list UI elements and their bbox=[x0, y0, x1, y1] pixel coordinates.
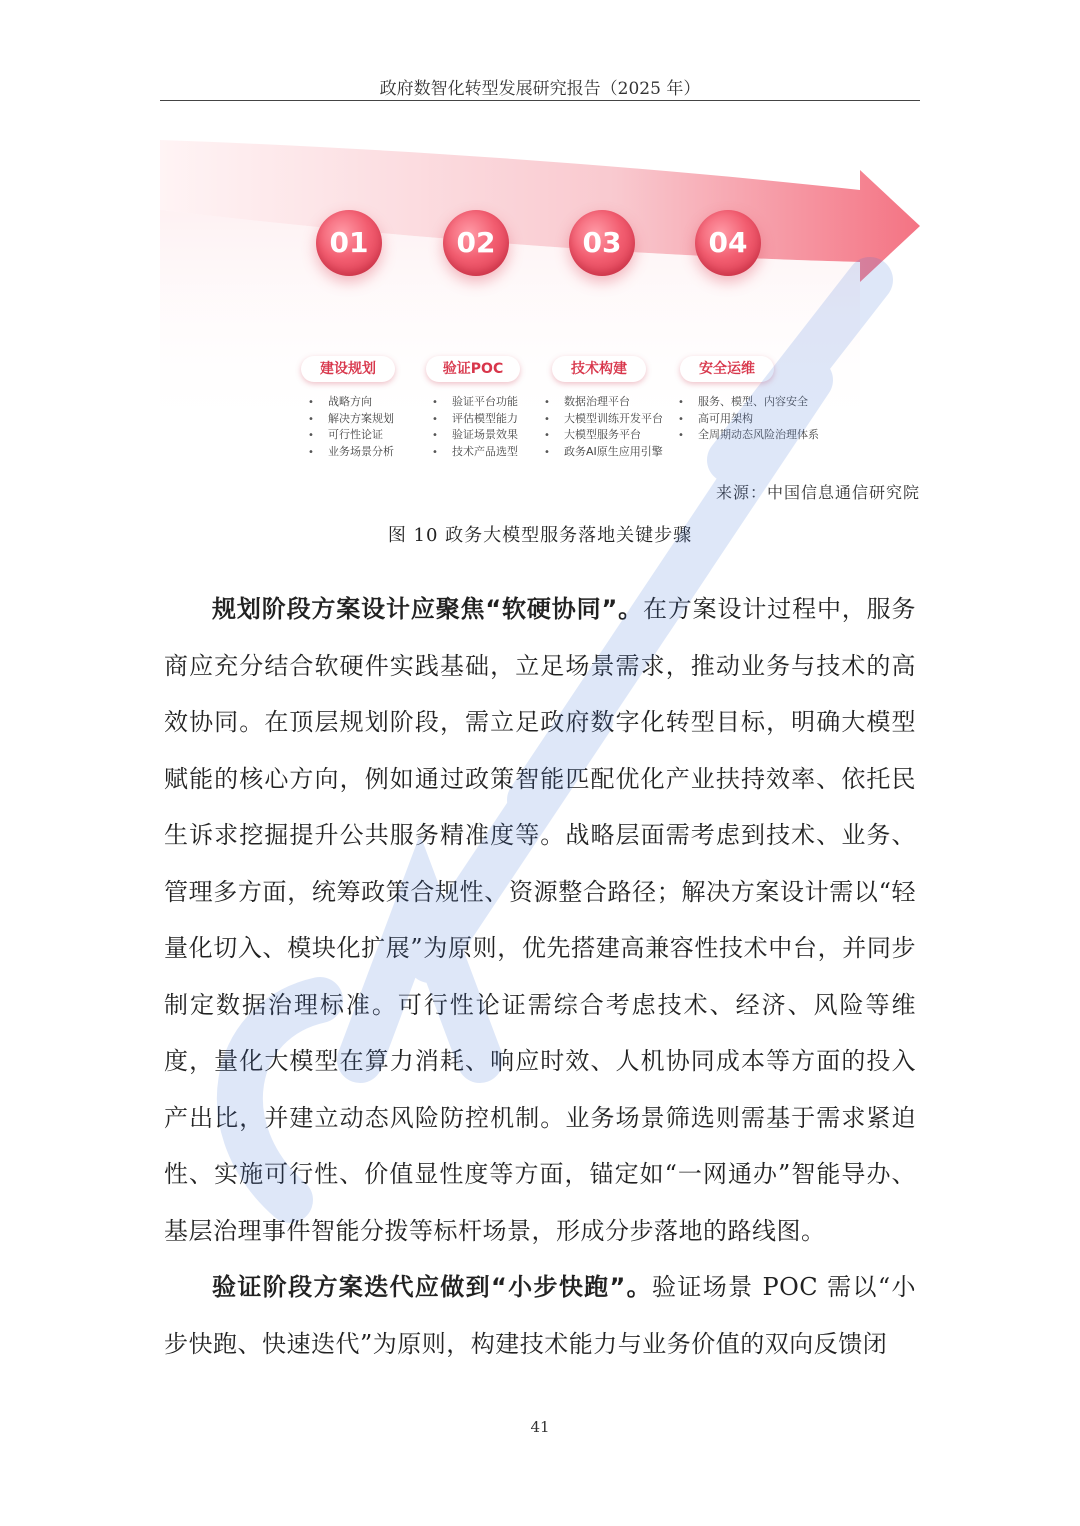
list-item: • 高可用架构 bbox=[678, 411, 819, 428]
stage-02-items bbox=[432, 394, 518, 460]
list-item: • 全周期动态风险治理体系 bbox=[678, 427, 819, 444]
paragraph-text: 验证场景 POC 需以“小步快跑、快速迭代”为原则，构建技术能力与业务价值的双向反馈闭 bbox=[164, 1273, 917, 1358]
list-item: • 大模型服务平台 bbox=[544, 427, 663, 444]
stage-02-badge: 02 bbox=[443, 210, 509, 276]
process-figure bbox=[160, 140, 920, 470]
list-item: • 大模型训练开发平台 bbox=[544, 411, 663, 428]
list-item: • 解决方案规划 bbox=[308, 411, 394, 428]
paragraph-text: 在方案设计过程中，服务商应充分结合软硬件实践基础，立足场景需求，推动业务与技术的高效协同。在顶层规划阶段，需立足政府数字化转型目标，明确大模型赋能的核心方向，例如通过政策智能匹配优化产业扶持效率、依托民生诉求挖掘提升公共服务精准度等。战略层面需考虑到技术、业务、管理多方面，统筹政策合规性、资源整合路径；解决方案设计需以“轻量化切入、模块化扩展”为原则，优先搭建高兼容性技术中台，并同步制定数据治理标准。可行性论证需综合考虑技术、经济、风险等维度，量化大模型在算力消耗、响应时效、人机协同成本等方面的投入产出比，并建立动态风险防控机制。业务场景筛选则需基于需求紧迫性、实施可行性、价值显性度等方面，锚定如“一网通办”智能导办、基层治理事件智能分拨等标杆场景，形成分步落地的路线图。 bbox=[164, 595, 917, 1245]
list-item: • 可行性论证 bbox=[308, 427, 394, 444]
list-item: • 业务场景分析 bbox=[308, 444, 394, 461]
paragraph-verification bbox=[164, 1259, 916, 1372]
stage-01-label: 建设规划 bbox=[301, 356, 395, 382]
page-number: 41 bbox=[530, 1418, 550, 1436]
stage-03-badge: 03 bbox=[569, 210, 635, 276]
stage-04-items bbox=[678, 394, 819, 444]
stage-03-items bbox=[544, 394, 663, 460]
paragraph-lead: 规划阶段方案设计应聚焦“软硬协同”。 bbox=[212, 595, 643, 623]
stage-02-label: 验证POC bbox=[426, 356, 520, 382]
list-item: • 数据治理平台 bbox=[544, 394, 663, 411]
stage-03-label: 技术构建 bbox=[552, 356, 646, 382]
stage-04-label: 安全运维 bbox=[680, 356, 774, 382]
paragraph-planning bbox=[164, 581, 916, 1259]
list-item: • 验证平台功能 bbox=[432, 394, 518, 411]
list-item: • 技术产品选型 bbox=[432, 444, 518, 461]
paragraph-lead: 验证阶段方案迭代应做到“小步快跑”。 bbox=[212, 1273, 653, 1301]
header-rule bbox=[160, 100, 920, 101]
figure-source: 来源：中国信息通信研究院 bbox=[715, 483, 920, 502]
list-item: • 服务、模型、内容安全 bbox=[678, 394, 819, 411]
list-item: • 战略方向 bbox=[308, 394, 394, 411]
list-item: • 验证场景效果 bbox=[432, 427, 518, 444]
figure-caption: 图 10 政务大模型服务落地关键步骤 bbox=[387, 525, 693, 546]
stage-01-badge: 01 bbox=[316, 210, 382, 276]
stage-01-items bbox=[308, 394, 394, 460]
stage-04-badge: 04 bbox=[695, 210, 761, 276]
list-item: • 政务AI原生应用引擎 bbox=[544, 444, 663, 461]
running-header: 政府数智化转型发展研究报告（2025 年） bbox=[379, 79, 701, 99]
list-item: • 评估模型能力 bbox=[432, 411, 518, 428]
